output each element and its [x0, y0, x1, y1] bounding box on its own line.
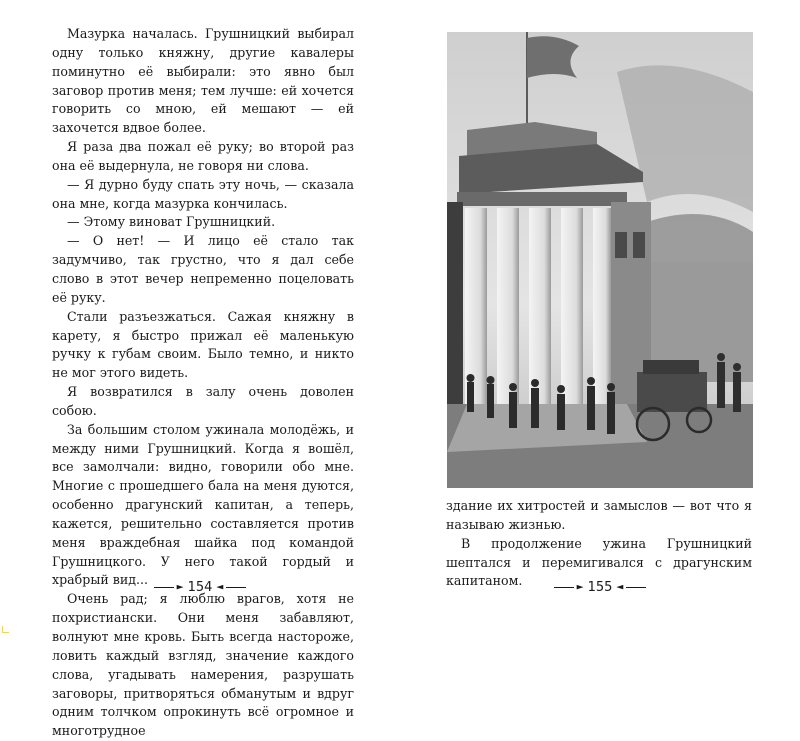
paragraph: — Я дурно буду спать эту ночь, — сказала она мне, когда мазурка кончилась.	[52, 176, 354, 211]
illustration-building-with-columns	[447, 32, 753, 488]
paragraph: — О нет! — И лицо её стало так задумчиво, так грустно, что я дал себе слово в этот вечер непременно поцеловать её руку.	[52, 233, 354, 305]
paragraph: За большим столом ужинала молодёжь, и между ними Грушницкий. Когда я вошёл, все замолчали: видно, говорили обо мне. Многие с прошедшего бала на меня дуются, особенно драгунский капитан, а теперь, кажется, решительно составляется против меня враждебная шайка под командой Грушницкого. У него такой гордый и храбрый вид...	[52, 421, 354, 588]
paragraph: Мазурка началась. Грушницкий выбирал одну только княжну, другие кавалеры поминутно её выбирали: это явно был заговор против меня; тем лучше: ей хочется говорить со мною, ей мешают — ей захочется вдвое более.	[52, 26, 354, 136]
folio-arrow-right-icon: ►	[176, 582, 184, 593]
paragraph: — Этому виноват Грушницкий.	[67, 214, 276, 230]
page-number: 154	[187, 580, 213, 595]
right-page	[400, 0, 800, 635]
paragraph-continuation: здание их хитростей и замыслов — вот что я называю жизнью.	[446, 498, 752, 532]
folio-rule	[154, 587, 174, 588]
illustration-drawing	[447, 32, 753, 488]
paragraph: Стали разъезжаться. Сажая княжну в карету, я быстро прижал её маленькую ручку к губам своим. Было темно, и никто не мог этого видеть.	[52, 308, 354, 381]
right-page-text	[446, 497, 752, 591]
paragraph: В продолжение ужина Грушницкий шептался и перемигивался с драгунским капитаном.	[446, 535, 752, 589]
page-number-right	[400, 580, 800, 595]
page-number-left	[0, 580, 400, 595]
paragraph: Очень рад; я люблю врагов, хотя не похристиански. Они меня забавляют, волнуют мне кровь. Быть всегда настороже, ловить каждый взгляд, значение каждого слова, угадывать намерения, разрушать заговоры, притворяться обманутым и вдруг одним толчком опрокинуть всё огромное и многотрудное	[52, 591, 354, 739]
corner-crop-mark	[2, 626, 9, 633]
folio-rule	[626, 587, 646, 588]
paragraph: Я возвратился в залу очень доволен собою.	[52, 384, 354, 418]
folio-arrow-left-icon: ◄	[216, 582, 224, 593]
folio-rule	[554, 587, 574, 588]
folio-rule	[226, 587, 246, 588]
left-page-text	[52, 25, 354, 741]
folio-arrow-right-icon: ►	[576, 582, 584, 593]
paragraph: Я раза два пожал её руку; во второй раз она её выдернула, не говоря ни слова.	[52, 139, 354, 173]
folio-arrow-left-icon: ◄	[616, 582, 624, 593]
page-number: 155	[587, 580, 613, 595]
left-page	[0, 0, 400, 739]
